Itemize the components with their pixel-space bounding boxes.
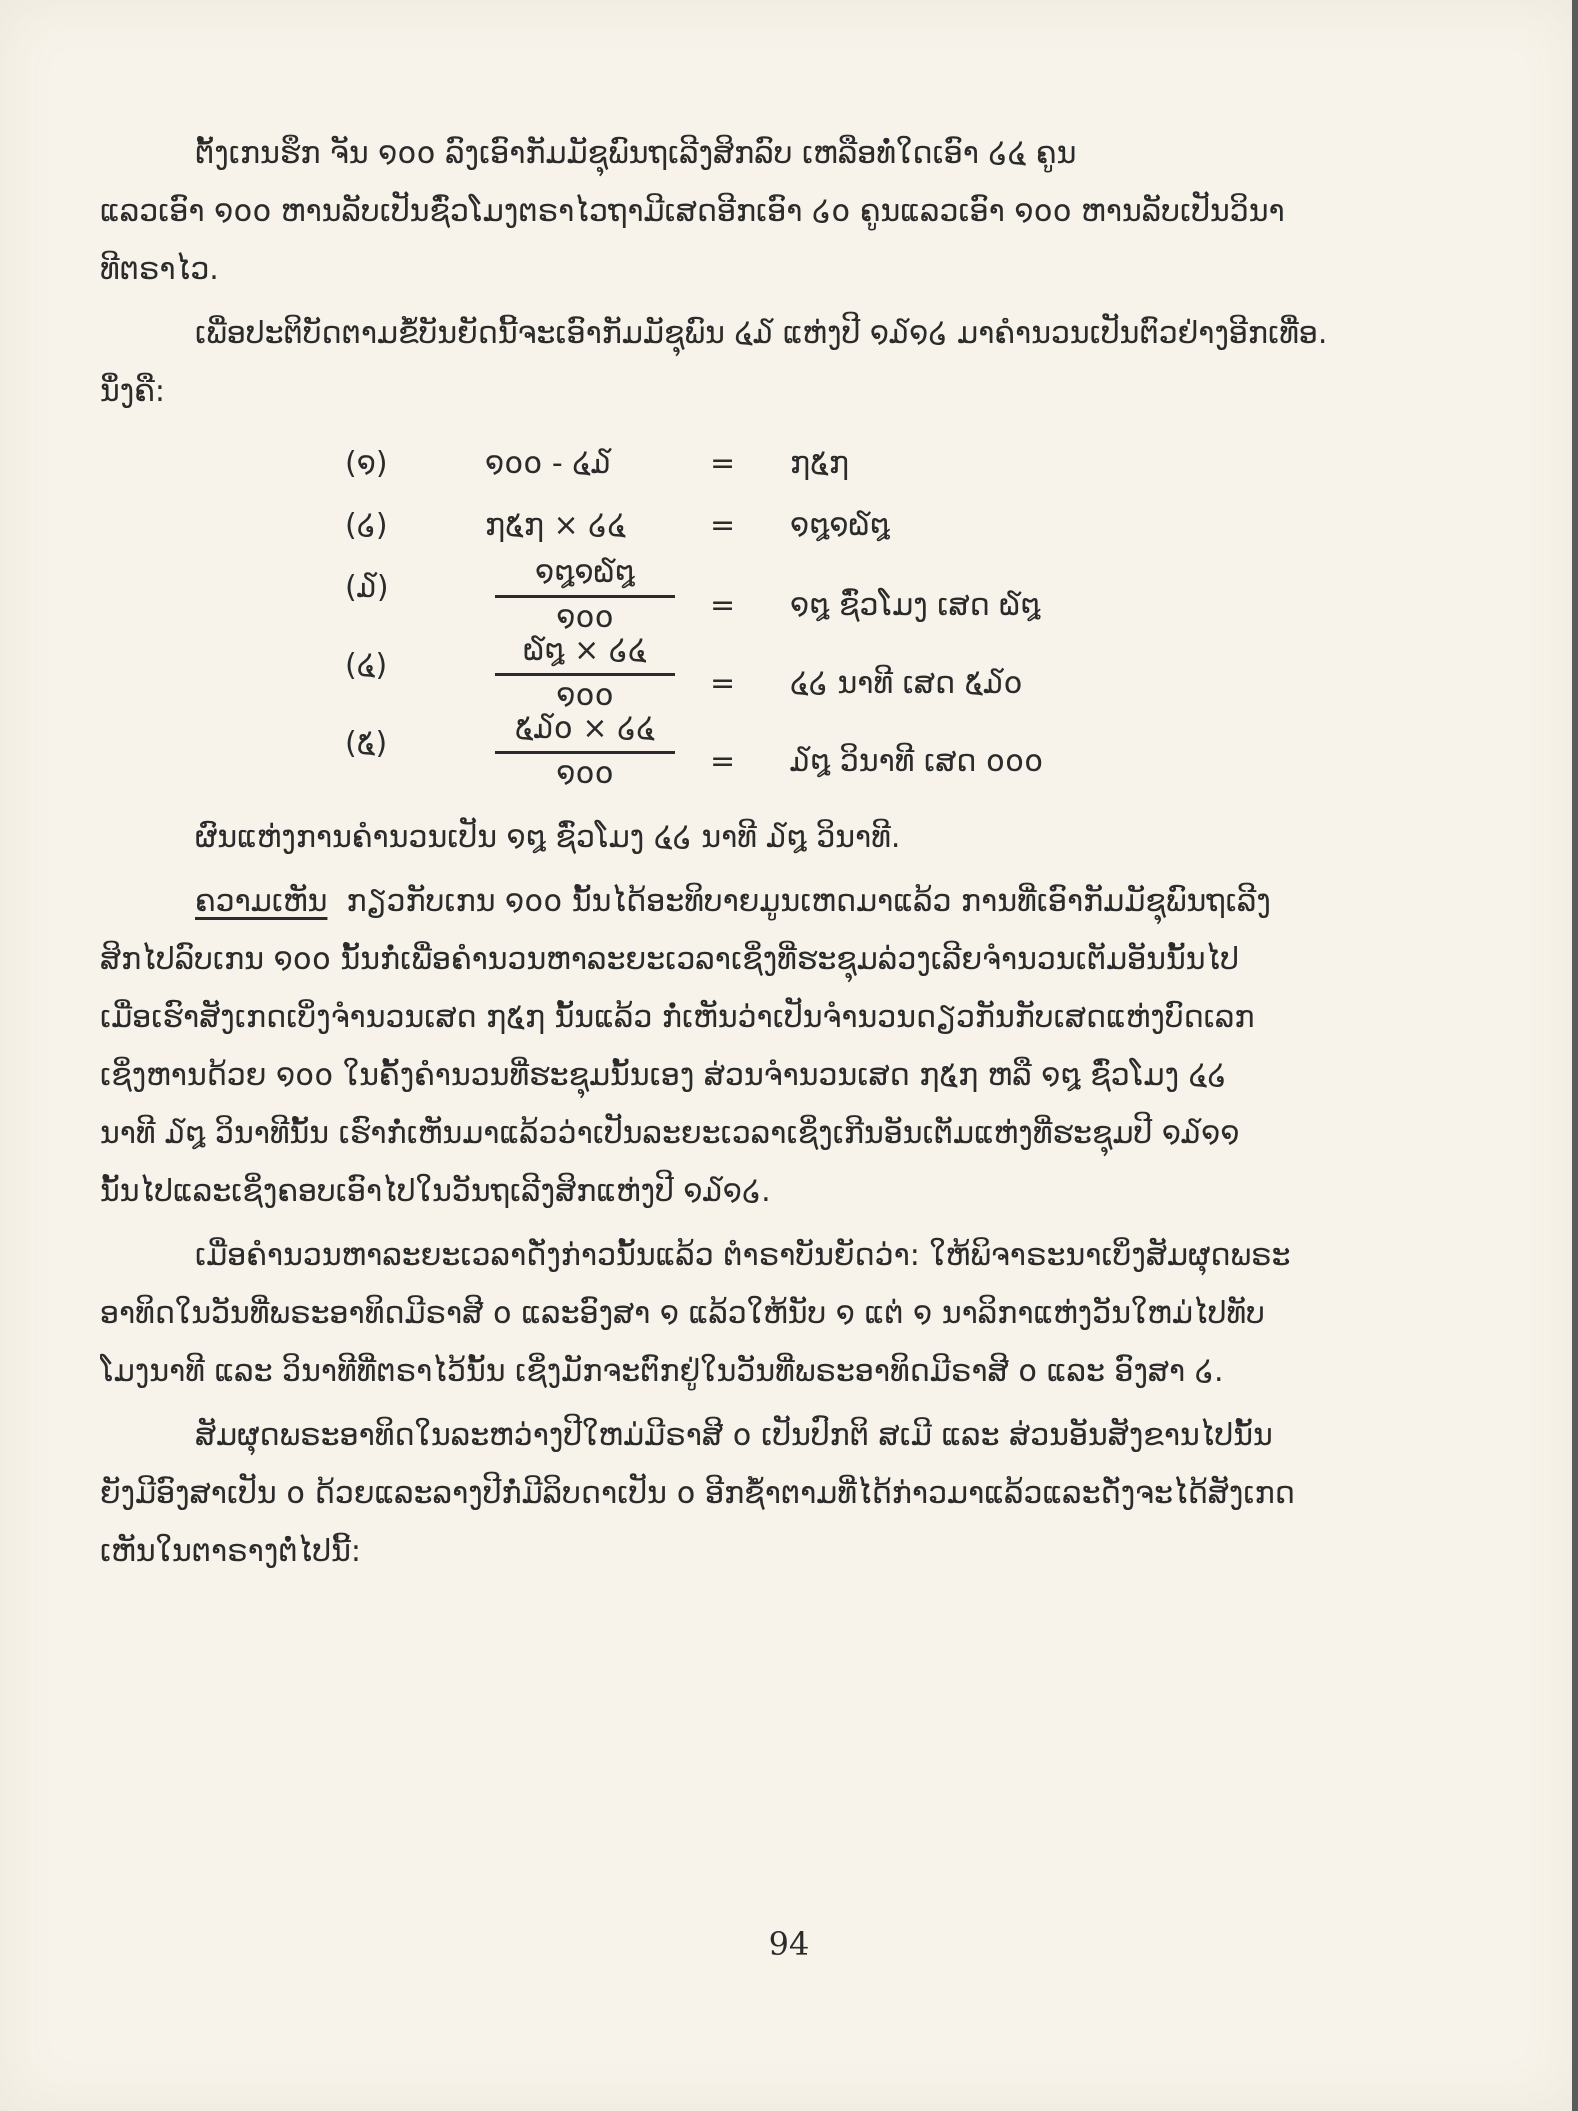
fraction-numerator: ໖໘ × ໒໔ bbox=[495, 631, 675, 676]
page-number: 94 bbox=[768, 1925, 810, 1963]
text-line: ເມື່ອຄຳນວນຫາລະຍະເວລາດັ່ງກ່າວນັ້ນແລ້ວ ຕຳຣາບັນຍັດວ່າ: ໃຫ້ພິຈາຣະນາເບິ່ງສັມຜຸດພຣະ bbox=[195, 1238, 1291, 1273]
calc-fraction bbox=[495, 709, 675, 794]
text-line: ແລວເອົາ ໑໐໐ ຫານລັບເປັນຊົ່ວໂມງຕຣາໄວຖາມີເສດອີກເອົາ ໒໐ ຄູນແລວເອົາ ໑໐໐ ຫານລັບເປັນວິນາ bbox=[100, 194, 1285, 229]
text-line: ສັມຜຸດພຣະອາທິດໃນລະຫວ່າງປີໃຫມ່ມີຣາສີ ໐ ເປັນປົກຕິ ສເມີ ແລະ ສ່ວນອັນສັງຂານໄປນັ້ນ bbox=[195, 1418, 1273, 1453]
calc-fraction bbox=[495, 631, 675, 716]
fraction-denominator: ໑໐໐ bbox=[556, 756, 614, 791]
calc-fraction bbox=[495, 553, 675, 638]
calc-result: ໓໘ ວິນາທີ ເສດ ໐໐໐ bbox=[790, 744, 1044, 779]
text-line: ອາທິດໃນວັນທີ່ພຣະອາທິດມີຣາສີ ໐ ແລະອົງສາ ໑ ແລ້ວໃຫ້ນັບ ໑ ແຕ່ ໑ ນາລິກາແຫ່ງວັນໃຫມ່ໄປທັບ bbox=[100, 1296, 1265, 1331]
calc-row bbox=[100, 711, 1480, 793]
paragraph-sun-position bbox=[100, 1407, 1480, 1581]
text-line: ເຫັນໃນຕາຣາງຕໍ່ໄປນີ້: bbox=[100, 1534, 361, 1569]
text-line: ເພື່ອປະຕິບັດຕາມຂໍ້ບັນຍັດນີ້ຈະເອົາກັມມັຊຸພົນ ໔໓ ແຫ່ງປີ ໑໓໑໒ ມາຄຳນວນເປັນຕົວຢ່າງອີກເທື່ອ. bbox=[195, 316, 1328, 351]
calc-expression: ໗໕໗ × ໒໔ bbox=[485, 508, 627, 543]
calc-equals: = bbox=[710, 744, 736, 779]
text-line: ເຊິ່ງຫານດ້ວຍ ໑໐໐ ໃນຄັ້ງຄຳນວນທີ່ຮະຊຸມນັ້ນເອງ ສ່ວນຈຳນວນເສດ ໗໕໗ ຫລື ໑໘ ຊົ່ວໂມງ ໔໒ bbox=[100, 1058, 1227, 1093]
text-line: ທີຕຣາໄວ. bbox=[100, 252, 219, 287]
calc-row bbox=[100, 497, 1480, 559]
fraction-denominator: ໑໐໐ bbox=[556, 600, 614, 635]
calc-step-number: (໓) bbox=[345, 570, 389, 605]
text-line: ເມື່ອເຮົາສັງເກດເບິ່ງຈຳນວນເສດ ໗໕໗ ນັ້ນແລ້ວ ກໍ່ເຫັນວ່າເປັນຈຳນວນດຽວກັນກັບເສດແຫ່ງບົດເລກ bbox=[100, 1000, 1255, 1035]
fraction-numerator: ໕໓໐ × ໒໔ bbox=[495, 709, 675, 754]
calc-step-number: (໑) bbox=[345, 446, 388, 481]
calc-row bbox=[100, 555, 1480, 637]
calc-expression: ໑໐໐ - ໔໓ bbox=[485, 446, 612, 481]
text-line: ໂມງນາທີ ແລະ ວິນາທີທີ່ຕຣາໄວ້ນັ້ນ ເຊິ່ງມັກຈະຕົກຢູ່ໃນວັນທີ່ພຣະອາທິດມີຣາສີ ໐ ແລະ ອົງສາ ໒. bbox=[100, 1354, 1224, 1389]
text-line bbox=[100, 873, 1480, 931]
text-line: ນັ້ນໄປແລະເຊິ່ງຄອບເອົາໄປໃນວັນຖເລີງສິກແຫ່ງປີ ໑໓໑໒. bbox=[100, 1174, 771, 1209]
text-line: ນຶ່ງຄື: bbox=[100, 374, 165, 409]
calc-result: ໗໕໗ bbox=[790, 446, 849, 481]
calc-equals: = bbox=[710, 666, 736, 701]
comment-text: ກຽວກັບເກນ ໑໐໐ ນັ້ນໄດ້ອະທິບາຍມູນເຫດມາແລ້ວ ການທີ່ເອົາກັມມັຊຸພົນຖເລີງ bbox=[346, 884, 1271, 919]
text-line: ຍັງມີອົງສາເປັນ ໐ ດ້ວຍແລະລາງປີກໍ່ມີລິບດາເປັນ ໐ ອີກຊ້ຳຕາມທີ່ໄດ້ກ່າວມາແລ້ວແລະດັ່ງຈະໄດ້ສັງເກດ bbox=[100, 1476, 1295, 1511]
text-line: ສິກໄປລົບເກນ ໑໐໐ ນັ້ນກໍ່ເພື່ອຄຳນວນຫາລະຍະເວລາເຊິ່ງທີ່ຮະຊຸມລ່ວງເລີຍຈຳນວນເຕັມອັນນັ້ນໄປ bbox=[100, 942, 1239, 977]
comment-label: ຄວາມເຫັນ bbox=[195, 884, 328, 919]
calc-result: ໑໘໑໖໘ bbox=[790, 508, 890, 543]
calc-result: ໔໒ ນາທີ ເສດ ໕໓໐ bbox=[790, 666, 1023, 701]
page-content bbox=[100, 125, 1480, 1587]
paragraph-comment bbox=[100, 873, 1480, 1221]
paragraph-result bbox=[100, 809, 1480, 867]
calc-equals: = bbox=[710, 446, 736, 481]
calc-step-number: (໒) bbox=[345, 508, 388, 543]
text-line: ຕັ້ງເກນຮຶກ ຈັນ ໑໐໐ ລົງເອົາກັມມັຊຸພົນຖເລີງສິກລົບ ເຫລືອທໍ່ໃດເອົາ ໒໔ ຄູນ bbox=[195, 136, 1077, 171]
fraction-denominator: ໑໐໐ bbox=[556, 678, 614, 713]
paragraph-example-intro bbox=[100, 305, 1480, 421]
page-edge bbox=[1572, 0, 1578, 2111]
paragraph-rule bbox=[100, 1227, 1480, 1401]
calc-equals: = bbox=[710, 508, 736, 543]
calc-step-number: (໕) bbox=[345, 726, 388, 761]
fraction-numerator: ໑໘໑໖໘ bbox=[495, 553, 675, 598]
calculation-block bbox=[100, 435, 1480, 793]
calc-result: ໑໘ ຊົ່ວໂມງ ເສດ ໖໘ bbox=[790, 588, 1041, 623]
text-line: ຜົນແຫ່ງການຄຳນວນເປັນ ໑໘ ຊົ່ວໂມງ ໔໒ ນາທີ ໓໘ ວິນາທີ. bbox=[195, 820, 901, 855]
paragraph-method bbox=[100, 125, 1480, 299]
text-line: ນາທີ ໓໘ ວິນາທີນັ້ນ ເຮົາກໍ່ເຫັນມາແລ້ວວ່າເປັນລະຍະເວລາເຊິ່ງເກີນອັນເຕັມແຫ່ງທີ່ຮະຊຸມປີ ໑໓໑໑ bbox=[100, 1116, 1240, 1151]
calc-step-number: (໔) bbox=[345, 648, 388, 683]
calc-row bbox=[100, 633, 1480, 715]
calc-equals: = bbox=[710, 588, 736, 623]
calc-row bbox=[100, 435, 1480, 497]
